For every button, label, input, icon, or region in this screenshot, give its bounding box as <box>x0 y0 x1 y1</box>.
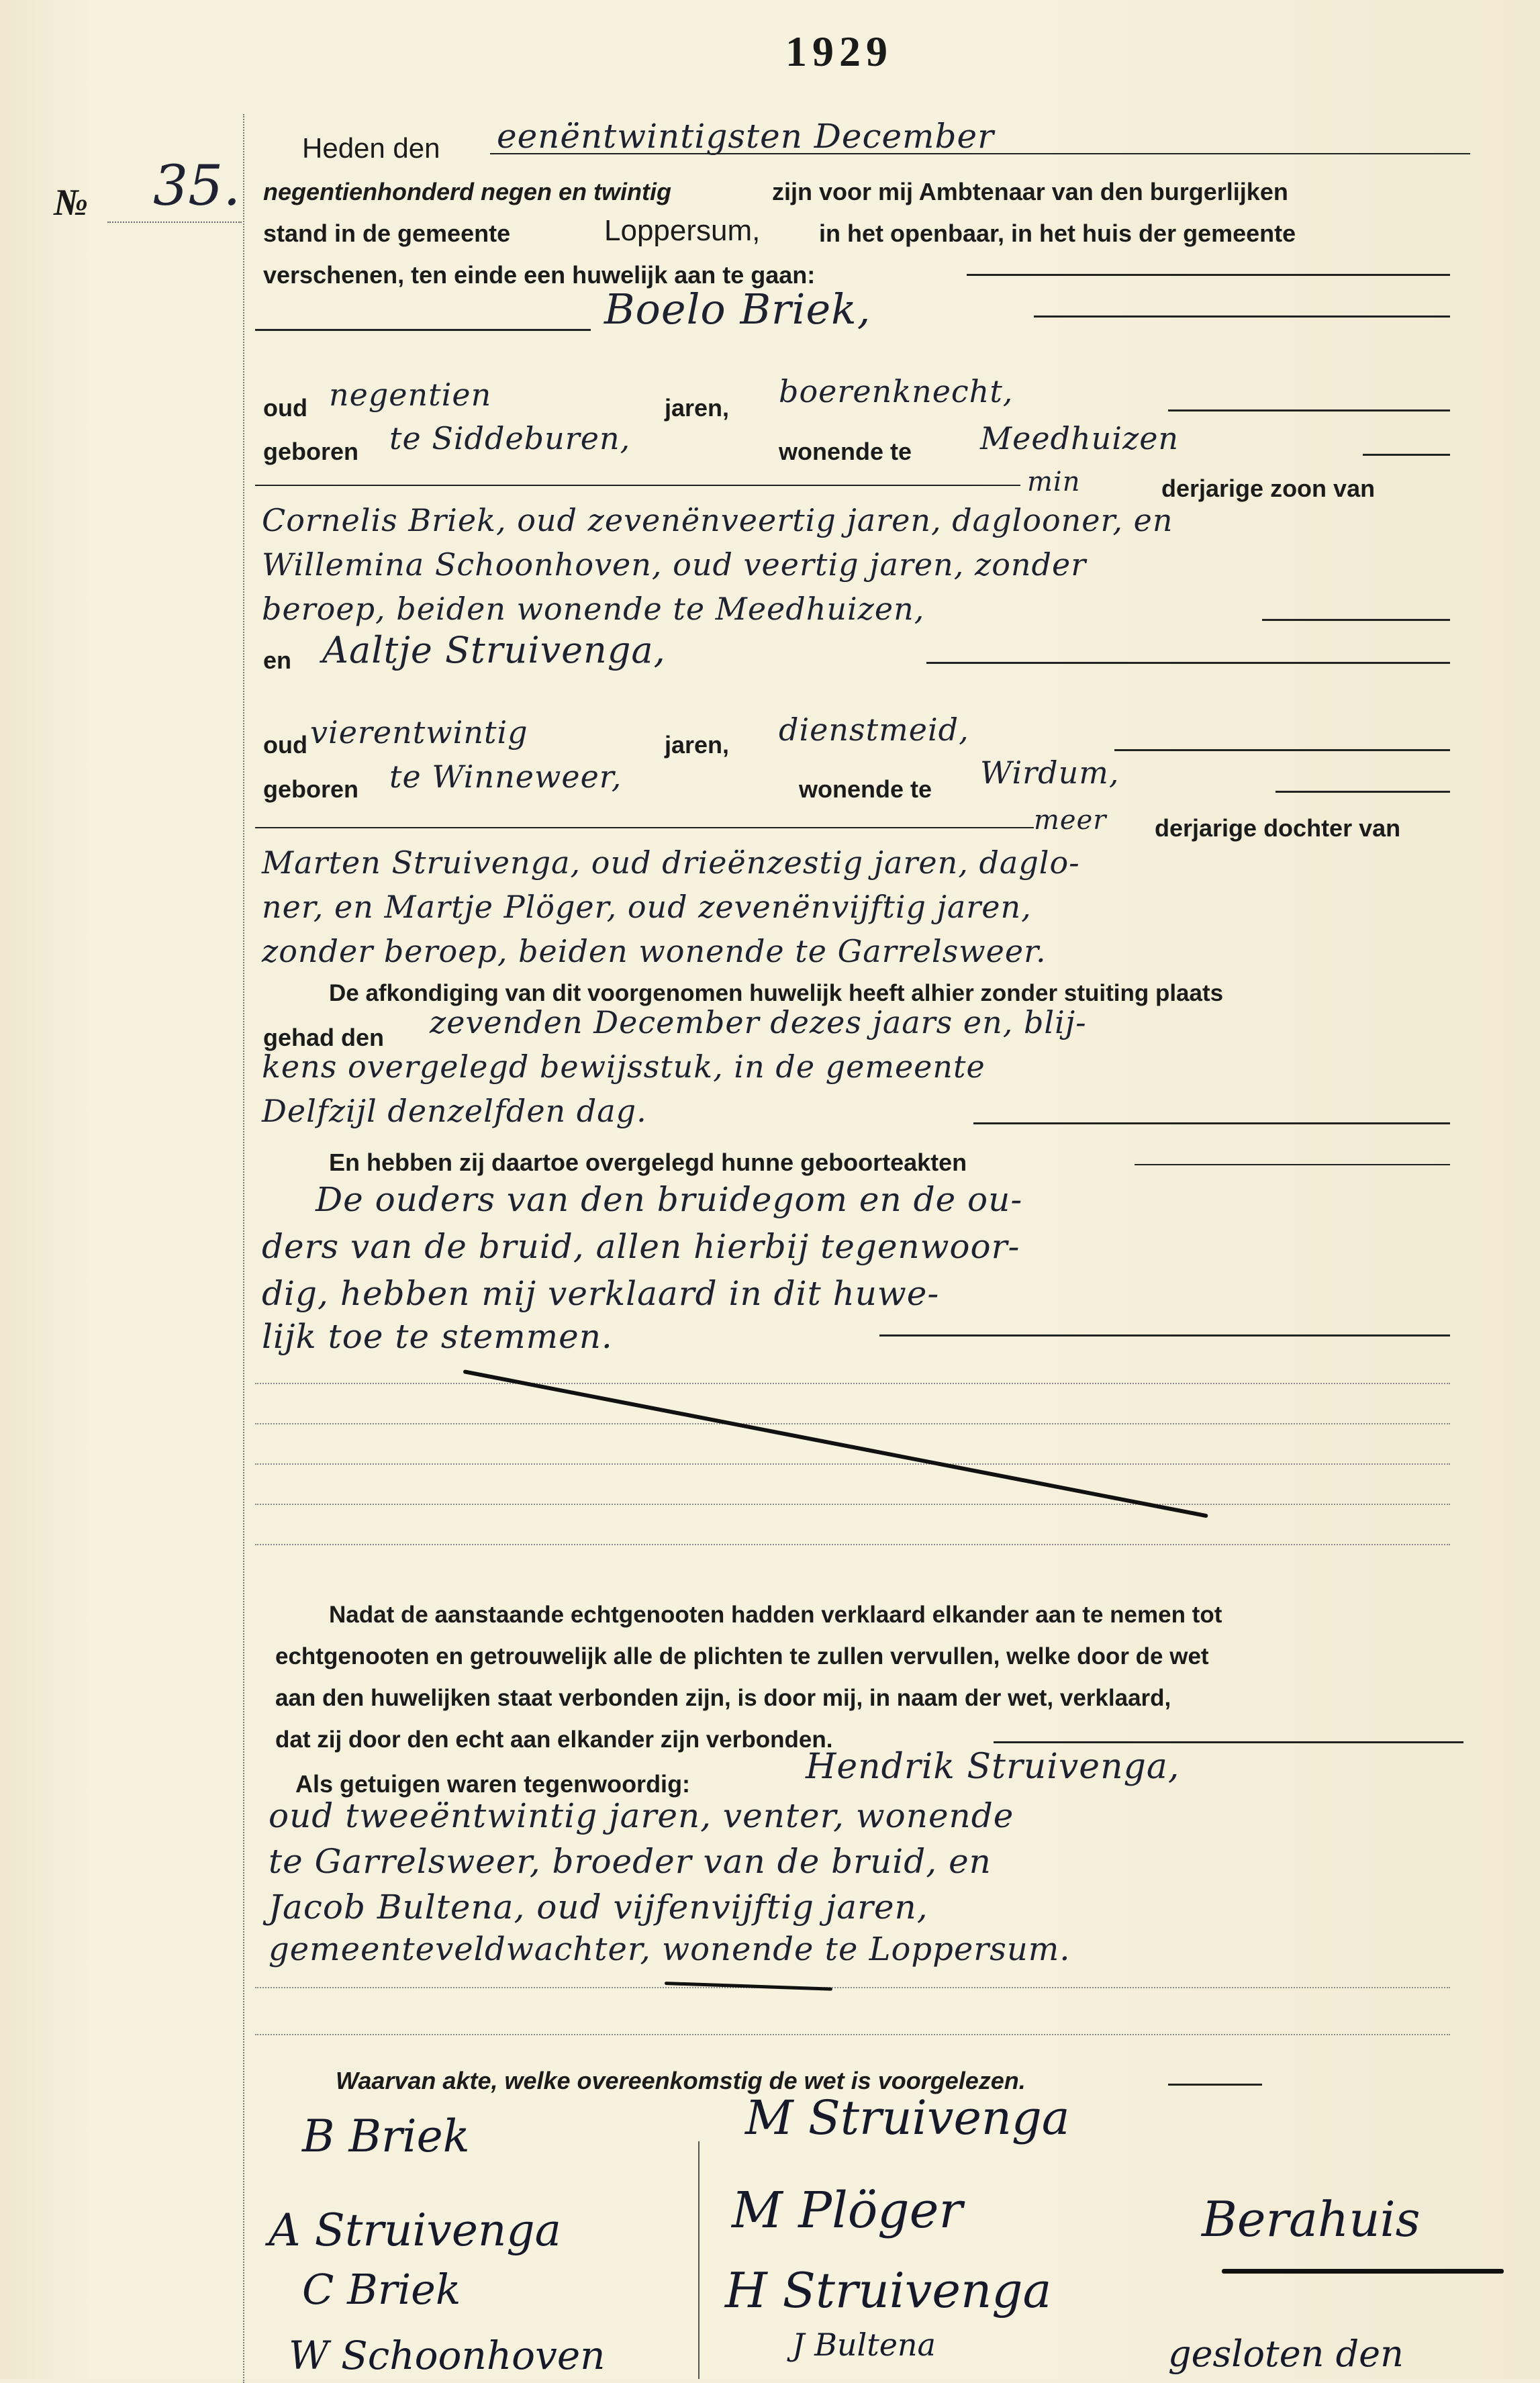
rule <box>994 1741 1463 1743</box>
rule <box>255 329 591 331</box>
documents-hand4: lijk toe te stemmen. <box>262 1317 613 1356</box>
year-in-words: negentienhonderd negen en twintig <box>263 178 671 205</box>
groom-parents-line2: Willemina Schoonhoven, oud veertig jaren, zonder <box>262 546 1087 583</box>
dotted-rule <box>255 2034 1450 2035</box>
declaration-line4: dat zij door den echt aan elkander zijn verbonden. <box>275 1727 833 1753</box>
bride-minmeer: meer <box>1034 805 1107 836</box>
year-heading: 1929 <box>785 28 893 75</box>
rule <box>255 827 1034 828</box>
rule <box>926 662 1450 664</box>
signature-official: Berahuis <box>1202 2191 1421 2247</box>
rule <box>255 485 1020 486</box>
witness-hand2: oud tweeëntwintig jaren, venter, wonende <box>269 1796 1014 1835</box>
date-handwritten: eenëntwintigsten December <box>497 117 994 156</box>
announcement-hand2: kens overgelegd bewijsstuk, in de gemeente <box>262 1049 985 1085</box>
cancel-stroke-small <box>665 1982 832 1991</box>
dotted-rule <box>255 1544 1450 1545</box>
oud-label: oud <box>263 394 307 422</box>
documents-hand1: De ouders van den bruidegom en de ou- <box>316 1180 1023 1219</box>
signature-divider <box>698 2141 700 2379</box>
bride-parents-line1: Marten Struivenga, oud drieënzestig jaren, daglo- <box>262 844 1080 881</box>
gehad-den-label: gehad den <box>263 1024 385 1051</box>
dotted-rule <box>255 1463 1450 1465</box>
act-number: 35. <box>153 154 241 218</box>
rule <box>1363 454 1450 456</box>
dochter-van-label: derjarige dochter van <box>1155 814 1401 842</box>
rule <box>1034 315 1450 318</box>
bride-parents-line3: zonder beroep, beiden wonende te Garrelsweer. <box>262 933 1047 969</box>
stand-text: stand in de gemeente <box>263 220 511 247</box>
verschenen-text: verschenen, ten einde een huwelijk aan te gaan: <box>263 261 816 289</box>
signature-witness-2: J Bultena <box>792 2327 936 2363</box>
date-rule <box>490 153 1470 154</box>
witnesses-label: Als getuigen waren tegenwoordig: <box>295 1770 691 1798</box>
rule <box>879 1334 1450 1336</box>
rule <box>967 274 1450 276</box>
groom-occupation: boerenknecht, <box>779 373 1014 409</box>
closing-text: Waarvan akte, welke overeenkomstig de wet is voorgelezen. <box>336 2067 1026 2094</box>
documents-text: En hebben zij daartoe overgelegd hunne geboorteakten <box>329 1149 967 1176</box>
groom-name: Boelo Briek, <box>604 285 871 334</box>
heden-den: Heden den <box>302 132 440 164</box>
jaren-label: jaren, <box>665 731 730 759</box>
witness-hand4: Jacob Bultena, oud vijfenvijftig jaren, <box>269 1888 928 1927</box>
cancel-stroke <box>463 1369 1208 1518</box>
signature-witness-1: H Struivenga <box>725 2262 1052 2319</box>
declaration-line2: echtgenooten en getrouwelijk alle de plichten te zullen vervullen, welke door de wet <box>275 1643 1209 1669</box>
groom-minmeer: min <box>1027 467 1081 497</box>
signature-groom: B Briek <box>302 2110 470 2162</box>
geboren-label: geboren <box>263 775 359 803</box>
documents-hand3: dig, hebben mij verklaard in dit huwe- <box>262 1274 940 1313</box>
groom-age: negentien <box>329 377 492 413</box>
en-label: en <box>263 646 292 674</box>
signature-bride-mother: M Plöger <box>732 2182 963 2239</box>
documents-hand2: ders van de bruid, allen hierbij tegenwoor- <box>262 1227 1020 1266</box>
wonende-label: wonende te <box>799 775 932 803</box>
rule <box>1168 409 1450 411</box>
dotted-rule <box>255 1504 1450 1505</box>
signature-groom-mother: W Schoonhoven <box>289 2333 606 2378</box>
rule <box>973 1122 1450 1124</box>
municipality: Loppersum, <box>604 214 761 247</box>
announcement-hand3: Delfzijl denzelfden dag. <box>262 1093 647 1129</box>
bride-birthplace: te Winneweer, <box>389 759 622 795</box>
closing-note: gesloten den <box>1168 2333 1404 2375</box>
signature-groom-father-in-law: M Struivenga <box>745 2090 1070 2145</box>
rule <box>1262 619 1450 621</box>
rule <box>1114 749 1450 751</box>
witness-hand5: gemeenteveldwachter, wonende te Loppersum. <box>269 1931 1071 1968</box>
bride-residence: Wirdum, <box>980 755 1120 791</box>
jaren-label: jaren, <box>665 394 730 422</box>
geboren-label: geboren <box>263 438 359 465</box>
margin-line <box>243 114 244 2383</box>
bride-name: Aaltje Struivenga, <box>322 629 666 671</box>
signature-bride: A Struivenga <box>269 2204 561 2256</box>
number-underline <box>107 222 242 223</box>
dotted-rule <box>255 1423 1450 1424</box>
dotted-rule <box>255 1987 1450 1988</box>
ambtenaar-text: zijn voor mij Ambtenaar van den burgerlijken <box>772 178 1288 205</box>
groom-residence: Meedhuizen <box>980 420 1180 456</box>
signature-groom-father: C Briek <box>302 2265 461 2314</box>
zoon-van-label: derjarige zoon van <box>1161 475 1376 502</box>
groom-parents-line3: beroep, beiden wonende te Meedhuizen, <box>262 591 925 627</box>
bride-occupation: dienstmeid, <box>779 712 969 748</box>
declaration-line1: Nadat de aanstaande echtgenooten hadden verklaard elkander aan te nemen tot <box>329 1602 1222 1628</box>
openbaar-text: in het openbaar, in het huis der gemeente <box>819 220 1296 247</box>
rule <box>1168 2084 1262 2086</box>
witness-hand3: te Garrelsweer, broeder van de bruid, en <box>269 1842 992 1881</box>
announcement-hand1: zevenden December dezes jaars en, blij- <box>430 1004 1087 1040</box>
bride-parents-line2: ner, en Martje Plöger, oud zevenënvijftig jaren, <box>262 889 1032 925</box>
groom-parents-line1: Cornelis Briek, oud zevenënveertig jaren, daglooner, en <box>262 502 1173 538</box>
rule <box>1135 1164 1450 1165</box>
number-sign: № <box>54 182 89 224</box>
announcement-text: De afkondiging van dit voorgenomen huwelijk heeft alhier zonder stuiting plaats <box>329 980 1224 1006</box>
declaration-line3: aan den huwelijken staat verbonden zijn, is door mij, in naam der wet, verklaard, <box>275 1685 1171 1711</box>
rule <box>1276 791 1450 793</box>
bride-age: vierentwintig <box>310 714 528 750</box>
groom-birthplace: te Siddeburen, <box>389 420 631 456</box>
wonende-label: wonende te <box>779 438 912 465</box>
dotted-rule <box>255 1383 1450 1384</box>
official-underline <box>1222 2269 1504 2274</box>
witness-hand1: Hendrik Struivenga, <box>806 1747 1180 1787</box>
oud-label: oud <box>263 731 307 759</box>
